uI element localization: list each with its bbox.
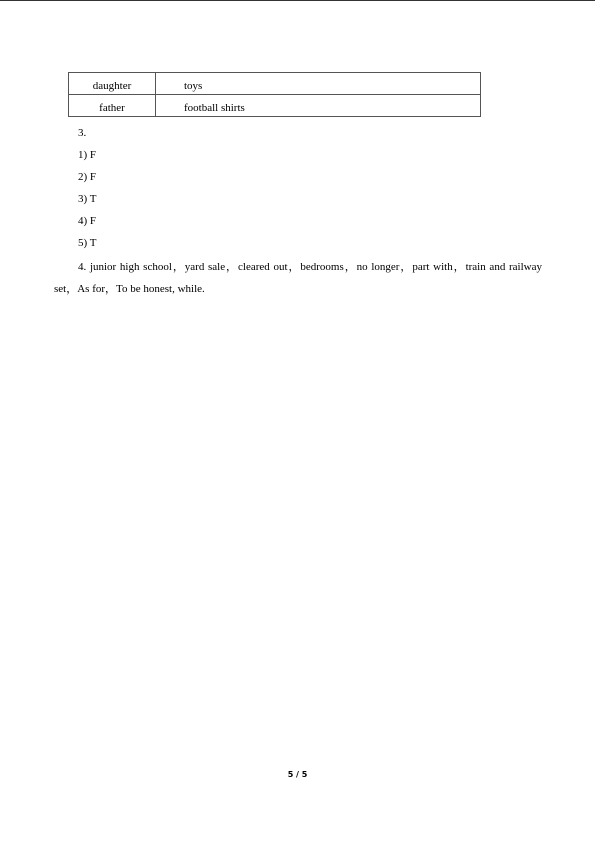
answer-item: 5) T: [78, 237, 97, 249]
table-cell-item: football shirts: [156, 95, 481, 117]
table-row: [69, 95, 481, 117]
answer-item: 3) T: [78, 193, 97, 205]
table-row: [69, 73, 481, 95]
table-cell-person: daughter: [69, 73, 156, 95]
section-4-paragraph: 4. junior high school，yard sale，cleared out，bedrooms，no longer，part with，train and railway set，As for，To be honest, while.: [54, 261, 542, 295]
answer-item: 2) F: [78, 171, 97, 183]
table-cell-person: father: [69, 95, 156, 117]
answer-item: 1) F: [78, 149, 97, 161]
section-3-heading: 3.: [78, 127, 87, 139]
top-rule: [0, 0, 595, 1]
answer-table: [68, 72, 481, 117]
table-cell-item: toys: [156, 73, 481, 95]
page-number: 5 / 5: [287, 770, 308, 779]
answer-item: 4) F: [78, 215, 97, 227]
